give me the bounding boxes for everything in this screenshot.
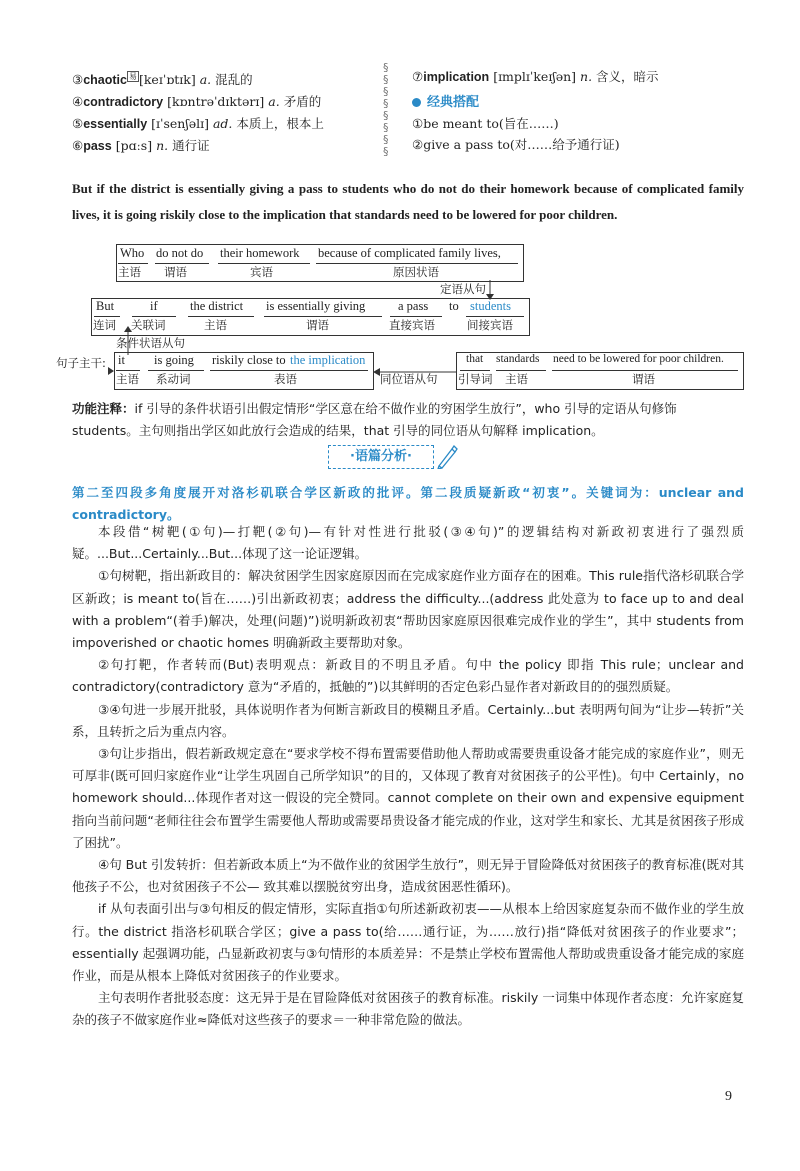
- note-label: 功能注释：: [72, 401, 135, 416]
- diagram-word: do not do: [156, 246, 204, 260]
- vocab-word: pass: [83, 139, 112, 154]
- analysis-body: [72, 521, 744, 1032]
- appositive-label: 同位语从句: [380, 372, 438, 386]
- main-trunk-label: 句子主干:: [56, 356, 106, 370]
- diagram-label: 宾语: [250, 265, 273, 279]
- vocab-item: ④contradictory [kɒntrəˈdɪktərɪ] a. 矛盾的: [72, 94, 322, 110]
- page-number: 9: [725, 1089, 732, 1104]
- diagram-word: Who: [120, 246, 145, 260]
- diagram-word: the implication: [290, 353, 366, 367]
- diagram-label: 谓语: [306, 318, 329, 332]
- diagram-label: 表语: [274, 372, 297, 386]
- analysis-paragraph: ③句让步指出，假若新政规定意在“要求学校不得布置需要借助他人帮助或需要贵重设备才能完成的家庭作业”，则无可厚非(既可回归家庭作业“让学生巩固自己所学知识”的目的，又体现了教育对贫困孩子的公平性)。句中 Certainly，no homework should...体现作者对这一假设的完全赞同。cannot complete on their own and expensive equipment 指向当前问题“老师往往会布置学生需要他人帮助或需要昂贵设备才能完成的作业，这对学生和家长、尤其是贫困孩子形成了困扰”。: [72, 746, 744, 850]
- vocab-word: contradictory: [83, 95, 164, 110]
- diagram-word: riskily close to: [212, 353, 286, 367]
- diagram-label: 直接宾语: [389, 318, 435, 332]
- diagram-label: 主语: [118, 265, 141, 279]
- diagram-label: 主语: [116, 372, 139, 386]
- diagram-word: is going: [154, 353, 194, 367]
- example-sentence: But if the district is essentially giving a pass to students who do not do their homework because of complicated family lives, it is going riskily close to the implication that standards need to be lowered for poor children.: [72, 181, 744, 222]
- note-text: if 引导的条件状语引出假定情形“学区意在给不做作业的穷困学生放行”，who 引导的定语从句修饰 students。主句则指出学区如此放行会造成的结果，that 引导的同位语从句解释 implication。: [72, 401, 677, 438]
- attr-clause-label: 定语从句: [440, 282, 486, 296]
- diagram-label: 谓语: [164, 265, 187, 279]
- diagram-word: is essentially giving: [266, 299, 366, 313]
- analysis-paragraph: 主句表明作者批驳态度：这无异于是在冒险降低对贫困孩子的教育标准。riskily 一词集中体现作者态度：允许家庭复杂的孩子不做家庭作业≈降低对这些孩子的要求＝一种非常危险的做法。: [72, 990, 744, 1028]
- diagram-word: their homework: [220, 246, 300, 260]
- analysis-paragraph: ②句打靶，作者转而(But)表明观点：新政目的不明且矛盾。句中 the policy 即指 This rule；unclear and contradictory(contradictory 意为“矛盾的，抵触的”)以其鲜明的否定色彩凸显作者对新政目的的强烈质疑。: [72, 657, 744, 695]
- vocab-word: implication: [423, 70, 490, 84]
- diagram-label: 主语: [204, 318, 227, 332]
- vocab-item: ⑦implication [ɪmplɪˈkeɪʃən] n. 含义，暗示: [412, 69, 659, 84]
- collocation-item: ①be meant to(旨在……): [412, 116, 559, 131]
- cond-clause-label: 条件状语从句: [116, 336, 185, 350]
- diagram-label: 主语: [505, 372, 528, 386]
- vocab-word: chaotic: [83, 73, 127, 88]
- diagram-word: the district: [190, 299, 244, 313]
- frequent-mark: 易: [128, 72, 137, 81]
- pen-icon: [436, 445, 458, 469]
- diagram-label: 连词: [93, 318, 116, 332]
- analysis-paragraph: ③④句进一步展开批驳，具体说明作者为何断言新政目的模糊且矛盾。Certainly...but 表明两句间为“让步—转折”关系，且转折之后为重点内容。: [72, 701, 744, 739]
- vocab-word: essentially: [83, 117, 148, 132]
- diagram-label: 谓语: [632, 372, 655, 386]
- diagram-word: standards: [496, 353, 540, 365]
- diagram-word: because of complicated family lives,: [318, 246, 501, 260]
- section-title: ·语篇分析·: [328, 445, 434, 469]
- diagram-word: need to be lowered for poor children.: [553, 353, 724, 365]
- section-banner: [324, 445, 460, 469]
- analysis-paragraph: ①句树靶，指出新政目的：解决贫困学生因家庭原因而在完成家庭作业方面存在的困难。This rule指代洛杉矶联合学区新政；is meant to(旨在……)引出新政初衷；address the difficulty...(address 此处意为 to face up to and deal with a problem“(着手)解决，处理(问题)”)说明新政初衷“帮助因家庭原因很难完成作业的学生”，其中 students from impoverished or chaotic homes 明确新政主要帮助对象。: [72, 568, 744, 651]
- collocation-item: ②give a pass to(对……给予通行证): [412, 137, 620, 152]
- analysis-paragraph: ④句 But 引发转折：但若新政本质上“为不做作业的贫困学生放行”，则无异于冒险降低对贫困孩子的教育标准(既对其他孩子不公，也对贫困孩子不公— 致其难以摆脱贫穷出身，造成贫困恶性循环)。: [72, 857, 744, 895]
- collocation-heading: 经典搭配: [412, 91, 732, 113]
- diagram-label: 系动词: [156, 372, 191, 386]
- diagram-label: 间接宾语: [467, 318, 513, 332]
- sentence-diagram: [0, 0, 800, 400]
- vocab-item: ③chaotic $^易$ [keɪˈɒtɪk] a. 混乱的: [72, 72, 253, 88]
- diagram-word: if: [150, 299, 158, 313]
- diagram-label: 原因状语: [393, 265, 439, 279]
- diagram-word: to: [449, 299, 459, 313]
- analysis-paragraph: 本段借“树靶(①句)—打靶(②句)—有针对性进行批驳(③④句)”的逻辑结构对新政初衷进行了强烈质疑。...But...Certainly...But...体现了这一论证逻辑。: [72, 524, 744, 562]
- diagram-label: 引导词: [458, 372, 493, 386]
- analysis-lead: 第二至四段多角度展开对洛杉矶联合学区新政的批评。第二段质疑新政“初衷”。关键词为：unclear and contradictory。: [72, 485, 744, 522]
- diagram-word: But: [96, 299, 115, 313]
- analysis-paragraph: if 从句表面引出与③句相反的假定情形，实际直指①句所述新政初衷——从根本上给因家庭复杂而不做作业的学生放行。the district 指洛杉矶联合学区；give a pass to(给……通行证，为……放行)指“降低对贫困孩子的作业要求”；essentially 起强调功能，凸显新政初衷与③句情形的本质差异：不是禁止学校布置需他人帮助或贵重设备才能完成的家庭作业，而是从根本上降低对贫困孩子的作业要求。: [72, 901, 744, 984]
- vocab-item: ⑥pass [pɑːs] n. 通行证: [72, 138, 210, 154]
- binding-divider: § § § § § § § §: [383, 61, 389, 158]
- vocab-item: ⑤essentially [ɪˈsenʃəlɪ] ad. 本质上，根本上: [72, 116, 324, 132]
- function-note: [72, 398, 742, 442]
- diagram-word: students: [470, 299, 511, 313]
- diagram-word: it: [118, 353, 125, 367]
- diagram-word: a pass: [398, 299, 429, 313]
- diagram-word: that: [466, 353, 484, 365]
- diagram-label: 关联词: [131, 318, 166, 332]
